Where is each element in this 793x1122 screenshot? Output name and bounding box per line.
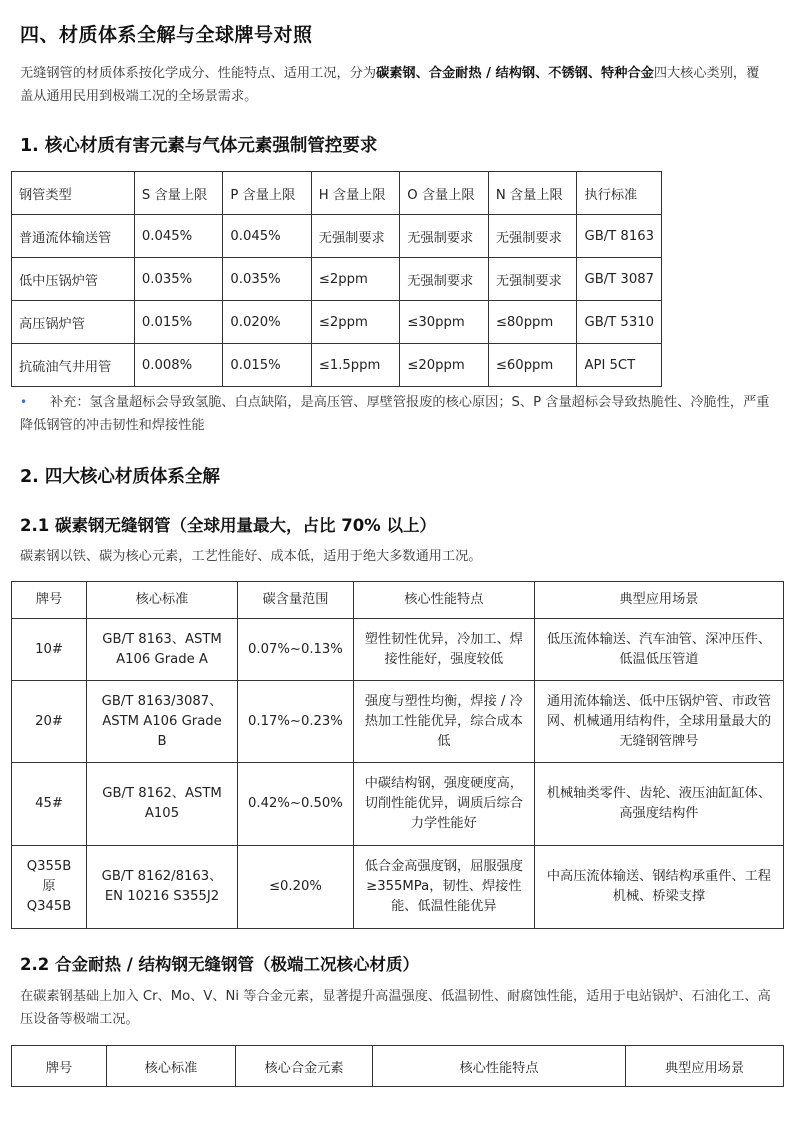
- table-cell: 45#: [12, 763, 87, 846]
- table-header-row: [12, 1046, 784, 1087]
- header-cell: 牌号: [12, 1046, 107, 1087]
- table-cell: 无强制要求: [488, 258, 577, 301]
- header-cell: H 含量上限: [311, 172, 400, 215]
- table-cell: 无强制要求: [311, 215, 400, 258]
- carbon-steel-table: [11, 581, 784, 929]
- table-cell: ≤0.20%: [238, 846, 354, 929]
- section2-heading: 2. 四大核心材质体系全解: [20, 467, 220, 487]
- table-cell: GB/T 5310: [577, 301, 662, 344]
- table-row: [12, 681, 784, 763]
- table-cell: 0.008%: [134, 344, 222, 387]
- table-cell: 普通流体输送管: [12, 215, 135, 258]
- table-row: [12, 344, 662, 387]
- table-cell: 低合金高强度钢，屈服强度≥355MPa，韧性、焊接性能、低温性能优异: [353, 846, 534, 929]
- table-row: [12, 258, 662, 301]
- table-header-row: [12, 172, 662, 215]
- header-cell: O 含量上限: [400, 172, 489, 215]
- header-cell: 核心标准: [87, 582, 238, 619]
- header-cell: 核心性能特点: [373, 1046, 626, 1087]
- table-cell: 0.035%: [223, 258, 311, 301]
- table-cell: ≤2ppm: [311, 301, 400, 344]
- alloy-steel-table: [11, 1045, 784, 1087]
- intro-paragraph: [20, 62, 772, 108]
- header-cell: 核心合金元素: [236, 1046, 373, 1087]
- table-cell: ≤60ppm: [488, 344, 577, 387]
- supplement-text: 补充：氢含量超标会导致氢脆、白点缺陷，是高压管、厚壁管报废的核心原因；S、P 含量超标会导致热脆性、冷脆性，严重降低钢管的冲击韧性和焊接性能: [20, 395, 770, 433]
- table-cell: 无强制要求: [400, 215, 489, 258]
- table-row: [12, 215, 662, 258]
- table-cell: 机械轴类零件、齿轮、液压油缸缸体、高强度结构件: [534, 763, 783, 846]
- table-cell: 塑性韧性优异，冷加工、焊接性能好，强度较低: [353, 619, 534, 681]
- section2-2-heading: 2.2 合金耐热 / 结构钢无缝钢管（极端工况核心材质）: [20, 955, 419, 974]
- table-cell: Q355B 原 Q345B: [12, 846, 87, 929]
- table-cell: 0.045%: [134, 215, 222, 258]
- header-cell: 核心性能特点: [353, 582, 534, 619]
- table-cell: GB/T 8163、ASTM A106 Grade A: [87, 619, 238, 681]
- header-cell: N 含量上限: [488, 172, 577, 215]
- table-cell: 低中压锅炉管: [12, 258, 135, 301]
- table-cell: ≤80ppm: [488, 301, 577, 344]
- page-title: 四、材质体系全解与全球牌号对照: [20, 24, 313, 46]
- header-cell: P 含量上限: [223, 172, 311, 215]
- table-cell: GB/T 3087: [577, 258, 662, 301]
- table-cell: 0.015%: [223, 344, 311, 387]
- table-header-row: [12, 582, 784, 619]
- table-cell: 抗硫油气井用管: [12, 344, 135, 387]
- table-cell: GB/T 8162、ASTM A105: [87, 763, 238, 846]
- header-cell: 钢管类型: [12, 172, 135, 215]
- table-cell: 无强制要求: [488, 215, 577, 258]
- header-cell: 碳含量范围: [238, 582, 354, 619]
- table-cell: ≤20ppm: [400, 344, 489, 387]
- table-cell: 高压锅炉管: [12, 301, 135, 344]
- table-cell: 0.07%~0.13%: [238, 619, 354, 681]
- alloy-steel-desc: 在碳素钢基础上加入 Cr、Mo、V、Ni 等合金元素，显著提升高温强度、低温韧性、耐腐蚀性能，适用于电站锅炉、石油化工、高压设备等极端工况。: [20, 989, 771, 1027]
- table-row: [12, 846, 784, 929]
- header-cell: 执行标准: [577, 172, 662, 215]
- header-cell: S 含量上限: [134, 172, 222, 215]
- table-cell: 0.035%: [134, 258, 222, 301]
- table-cell: 20#: [12, 681, 87, 763]
- section2-1-heading: 2.1 碳素钢无缝钢管（全球用量最大，占比 70% 以上）: [20, 516, 436, 535]
- supplement-note: [20, 391, 772, 437]
- table-cell: 低压流体输送、汽车油管、深冲压件、低温低压管道: [534, 619, 783, 681]
- table-cell: 0.17%~0.23%: [238, 681, 354, 763]
- intro-text: 无缝钢管的材质体系按化学成分、性能特点、适用工况，分为: [20, 66, 377, 81]
- header-cell: 牌号: [12, 582, 87, 619]
- header-cell: 核心标准: [107, 1046, 236, 1087]
- table-cell: GB/T 8162/8163、EN 10216 S355J2: [87, 846, 238, 929]
- carbon-steel-desc: 碳素钢以铁、碳为核心元素，工艺性能好、成本低，适用于绝大多数通用工况。: [20, 549, 482, 564]
- table-cell: API 5CT: [577, 344, 662, 387]
- table-cell: 通用流体输送、低中压锅炉管、市政管网、机械通用结构件，全球用量最大的无缝钢管牌号: [534, 681, 783, 763]
- table-cell: 强度与塑性均衡，焊接 / 冷热加工性能优异，综合成本低: [353, 681, 534, 763]
- intro-bold-categories: 碳素钢、合金耐热 / 结构钢、不锈钢、特种合金: [376, 66, 654, 81]
- table-cell: GB/T 8163/3087、ASTM A106 Grade B: [87, 681, 238, 763]
- intro-text-end: 四大核心类别，覆盖从通用民用到极端工况的全场景需求。: [20, 66, 760, 104]
- table-cell: 0.045%: [223, 215, 311, 258]
- table-cell: ≤30ppm: [400, 301, 489, 344]
- table-cell: 0.015%: [134, 301, 222, 344]
- table-cell: 0.42%~0.50%: [238, 763, 354, 846]
- bullet-icon: •: [20, 395, 28, 409]
- harmful-elements-table: [11, 171, 662, 387]
- table-cell: 10#: [12, 619, 87, 681]
- table-cell: GB/T 8163: [577, 215, 662, 258]
- table-cell: ≤1.5ppm: [311, 344, 400, 387]
- table-row: [12, 619, 784, 681]
- table-cell: 无强制要求: [400, 258, 489, 301]
- header-cell: 典型应用场景: [626, 1046, 784, 1087]
- table-row: [12, 763, 784, 846]
- table-cell: 0.020%: [223, 301, 311, 344]
- table-cell: 中高压流体输送、钢结构承重件、工程机械、桥梁支撑: [534, 846, 783, 929]
- table-row: [12, 301, 662, 344]
- header-cell: 典型应用场景: [534, 582, 783, 619]
- table-cell: ≤2ppm: [311, 258, 400, 301]
- table-cell: 中碳结构钢，强度硬度高，切削性能优异，调质后综合力学性能好: [353, 763, 534, 846]
- section1-heading: 1. 核心材质有害元素与气体元素强制管控要求: [20, 136, 378, 156]
